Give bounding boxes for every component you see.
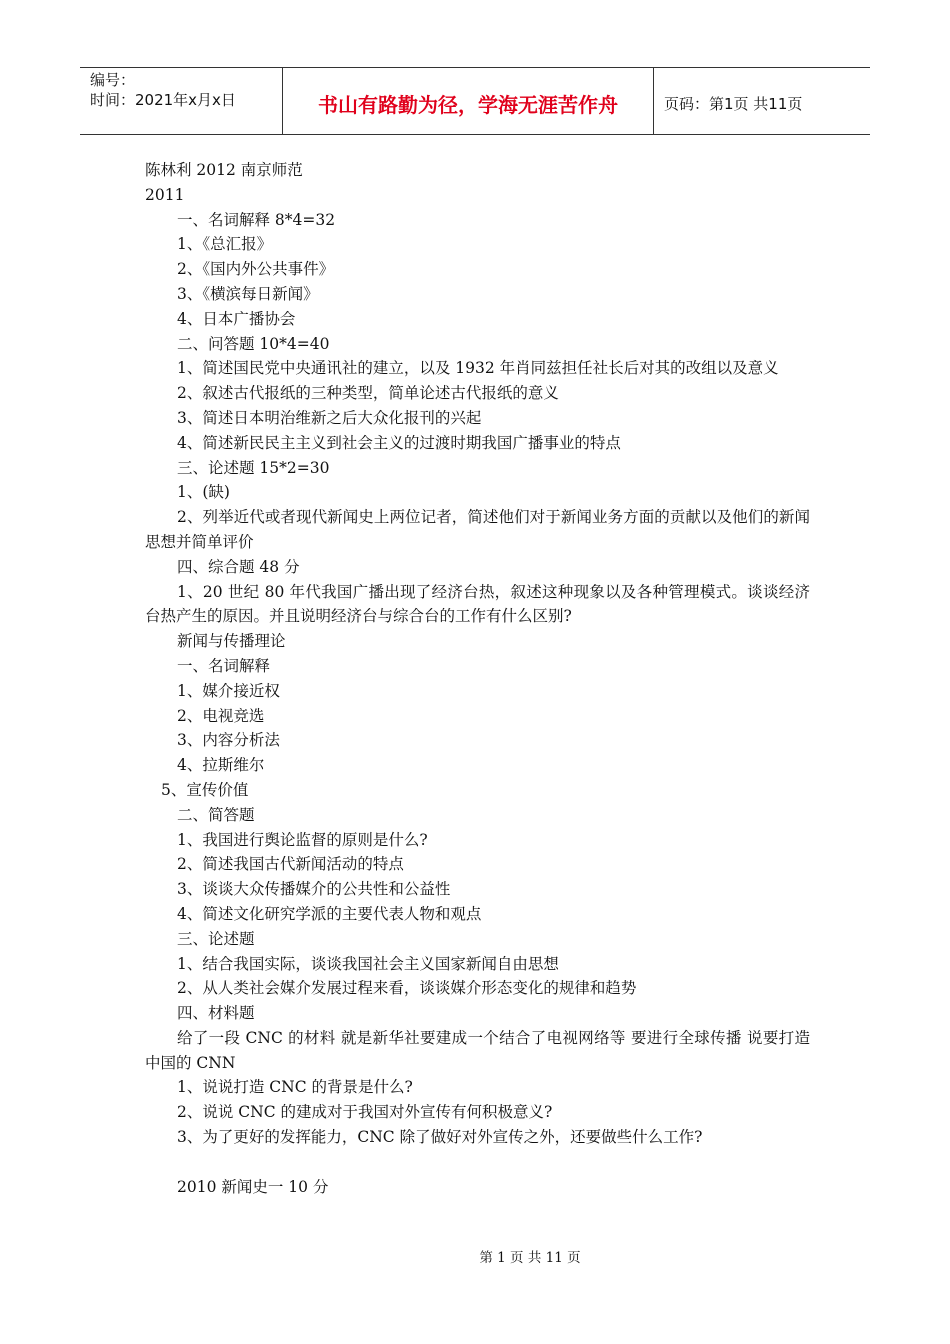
- list-item: 2、说说 CNC 的建成对于我国对外宣传有何积极意义?: [177, 1103, 553, 1122]
- blank-line: [145, 1150, 810, 1175]
- list-item: 3、谈谈大众传播媒介的公共性和公益性: [177, 880, 451, 899]
- list-item: 1、结合我国实际，谈谈我国社会主义国家新闻自由思想: [177, 954, 559, 973]
- list-item: 2、列举近代或者现代新闻史上两位记者，简述他们对于新闻业务方面的贡献以及他们的新闻思想并简单评价: [145, 508, 810, 551]
- list-item: 1、简述国民党中央通讯社的建立，以及 1932 年肖同兹担任社长后对其的改组以及意义: [177, 359, 779, 378]
- section-heading: 二、问答题 10*4=40: [177, 334, 330, 353]
- list-item: 4、日本广播协会: [177, 309, 296, 328]
- list-item: 3、《横滨每日新闻》: [177, 284, 319, 303]
- list-item: 3、为了更好的发挥能力，CNC 除了做好对外宣传之外，还要做些什么工作?: [177, 1128, 703, 1147]
- list-item: 1、说说打造 CNC 的背景是什么?: [177, 1078, 413, 1097]
- header-motto: 书山有路勤为径，学海无涯苦作舟: [282, 68, 654, 134]
- time-label: 时间：2021年x月x日: [90, 91, 236, 109]
- list-item: 3、内容分析法: [177, 731, 280, 750]
- part-heading: 新闻与传播理论: [177, 632, 286, 651]
- list-item: 4、简述新民民主主义到社会主义的过渡时期我国广播事业的特点: [177, 433, 621, 452]
- material-paragraph: 给了一段 CNC 的材料 就是新华社要建成一个结合了电视网络等 要进行全球传播 说要打造中国的 CNN: [145, 1028, 810, 1072]
- section-heading: 一、名词解释: [177, 656, 271, 675]
- list-item: 2、叙述古代报纸的三种类型，简单论述古代报纸的意义: [177, 384, 559, 403]
- section-heading: 二、简答题: [177, 805, 255, 824]
- page-header: [80, 67, 870, 135]
- list-item: 5、宣传价值: [161, 780, 249, 799]
- list-item: 2、简述我国古代新闻活动的特点: [177, 855, 404, 874]
- list-item: 1、《总汇报》: [177, 235, 273, 254]
- header-meta: [80, 68, 282, 134]
- section-heading: 四、材料题: [177, 1004, 255, 1023]
- year-heading: 2011: [145, 185, 185, 204]
- section-heading: 四、综合题 48 分: [177, 557, 300, 576]
- section-heading: 三、论述题: [177, 929, 255, 948]
- list-item: 4、拉斯维尔: [177, 756, 265, 775]
- list-item: 2、《国内外公共事件》: [177, 260, 335, 279]
- list-item: 1、(缺): [177, 483, 230, 502]
- list-item: 1、媒介接近权: [177, 681, 280, 700]
- author-line: 陈林利 2012 南京师范: [145, 161, 303, 179]
- page-footer: 第 1 页 共 11 页: [479, 1250, 581, 1266]
- header-page-label: 页码：第1页 共11页: [664, 94, 803, 113]
- document-body: [145, 158, 810, 1199]
- list-item: 2、从人类社会媒介发展过程来看，谈谈媒介形态变化的规律和趋势: [177, 979, 637, 998]
- list-item: 4、简述文化研究学派的主要代表人物和观点: [177, 904, 482, 923]
- list-item: 2、电视竞选: [177, 706, 265, 725]
- section-heading: 2010 新闻史一 10 分: [177, 1177, 329, 1196]
- section-heading: 一、名词解释 8*4=32: [177, 210, 336, 229]
- list-item: 3、简述日本明治维新之后大众化报刊的兴起: [177, 408, 482, 427]
- number-label: 编号：: [90, 71, 136, 89]
- list-item: 1、20 世纪 80 年代我国广播出现了经济台热，叙述这种现象以及各种管理模式。谈谈经济台热产生的原因。并且说明经济台与综合台的工作有什么区别?: [145, 582, 810, 626]
- section-heading: 三、论述题 15*2=30: [177, 458, 330, 477]
- list-item: 1、我国进行舆论监督的原则是什么?: [177, 830, 428, 849]
